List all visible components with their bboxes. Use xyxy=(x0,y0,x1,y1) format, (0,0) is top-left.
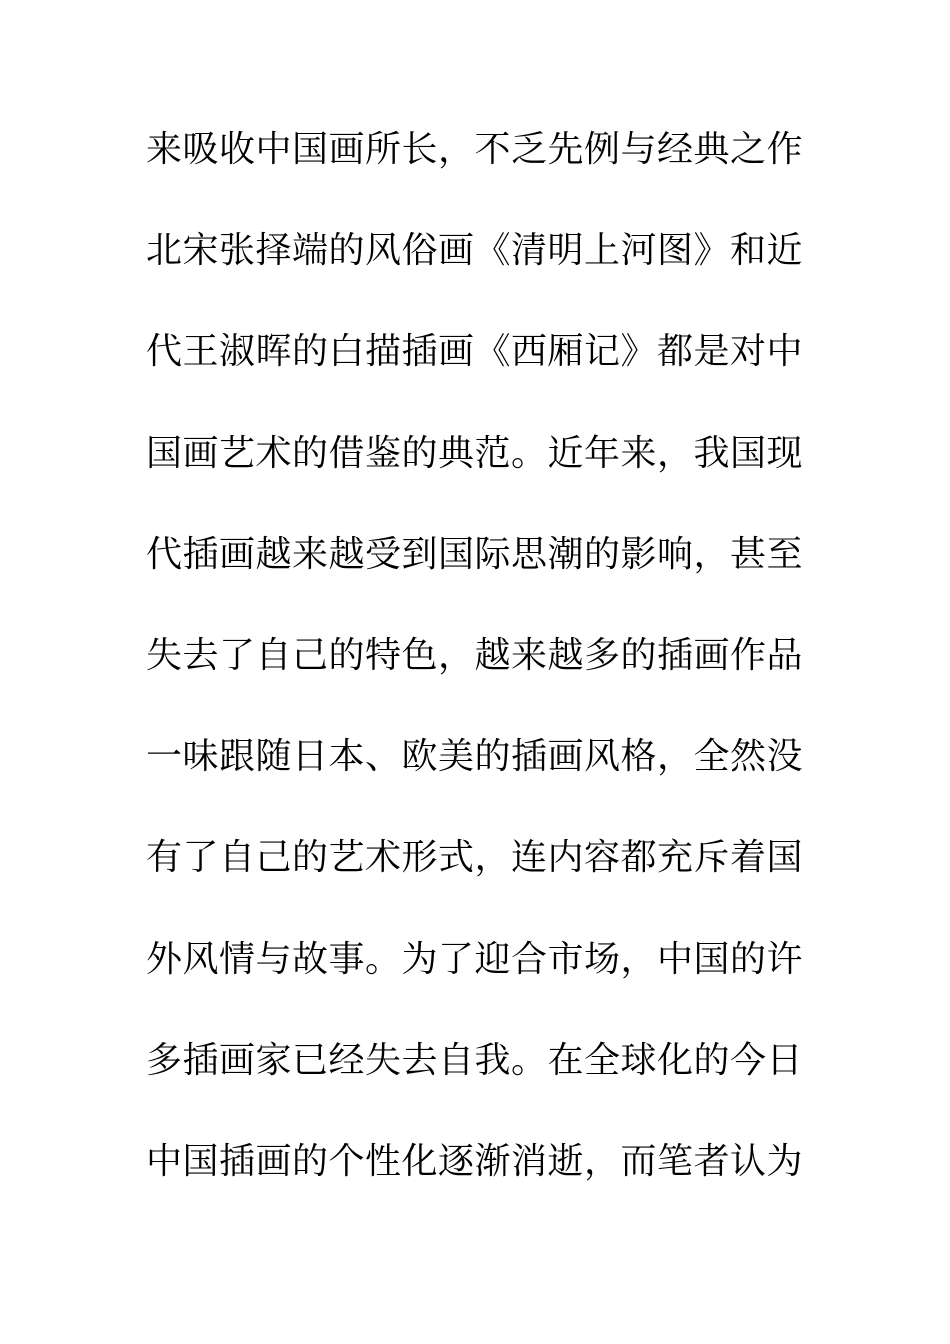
text-line: 代插画越来越受到国际思潮的影响，甚至 xyxy=(146,533,804,575)
text-line: 外风情与故事。为了迎合市场，中国的许 xyxy=(146,938,804,980)
text-line: 北宋张择端的风俗画《清明上河图》和近 xyxy=(146,230,804,272)
text-line: 有了自己的艺术形式，连内容都充斥着国 xyxy=(146,837,804,879)
text-line: 一味跟随日本、欧美的插画风格，全然没 xyxy=(146,736,804,778)
text-line: 代王淑晖的白描插画《西厢记》都是对中 xyxy=(146,331,804,373)
body-text xyxy=(146,120,826,1233)
text-line: 国画艺术的借鉴的典范。近年来，我国现 xyxy=(146,432,804,474)
text-line: 来吸收中国画所长，不乏先例与经典之作 xyxy=(146,129,804,170)
text-line: 失去了自己的特色，越来越多的插画作品 xyxy=(146,634,804,676)
text-line: 中国插画的个性化逐渐消逝，而笔者认为 xyxy=(146,1140,804,1182)
text-line: 多插画家已经失去自我。在全球化的今日 xyxy=(146,1039,804,1081)
